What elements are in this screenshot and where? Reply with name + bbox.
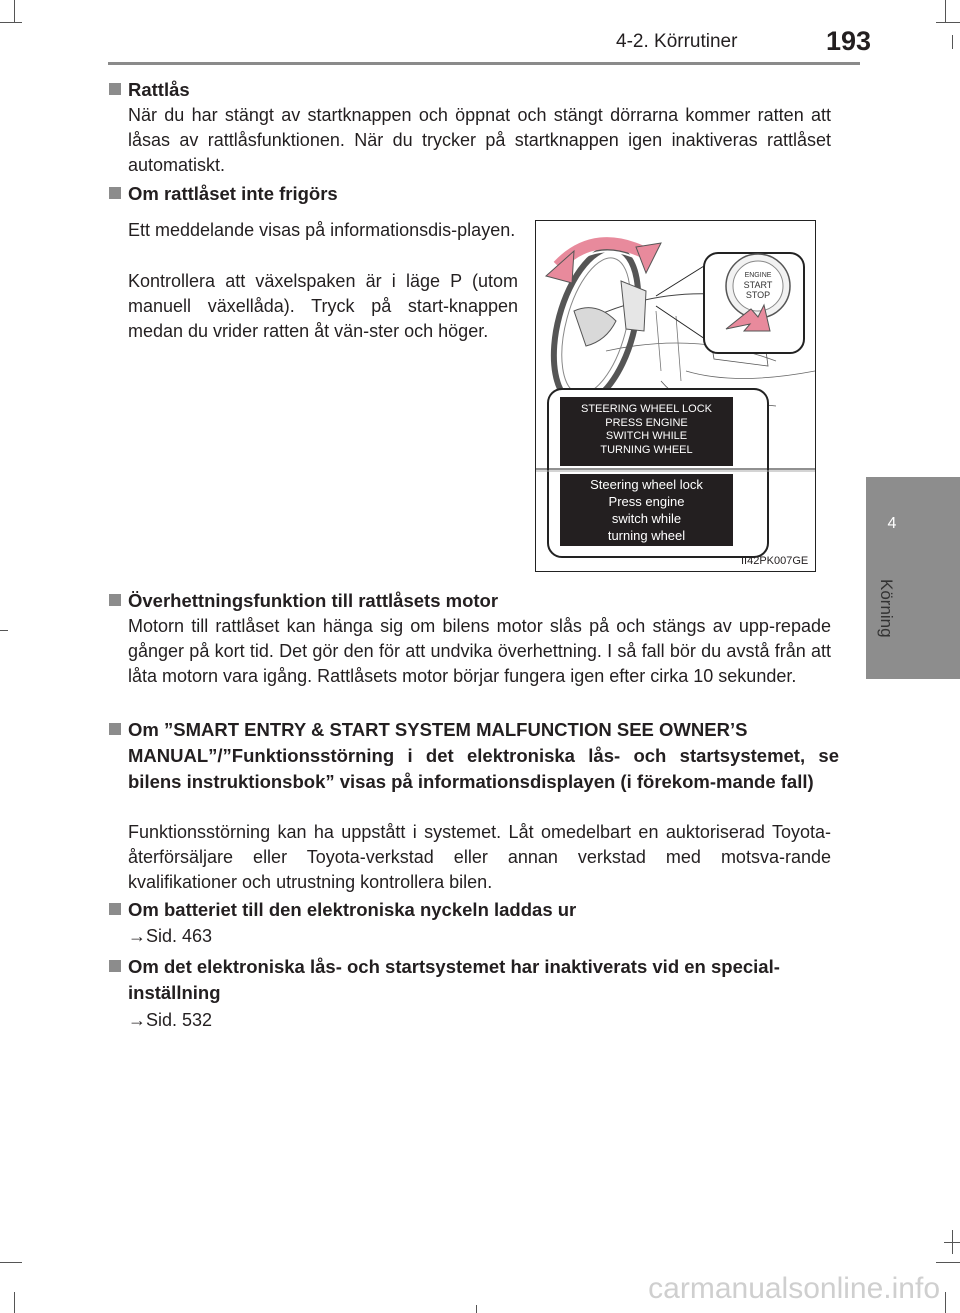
bullet-square-icon [109,83,121,95]
section-heading: Om batteriet till den elektroniska nyckeln laddas ur [109,897,576,923]
crop-mark [936,22,960,23]
section-heading: Om det elektroniska lås- och startsystemet har inaktiverats vid en special- inställning [109,954,839,1006]
page-reference-link[interactable]: →Sid. 463 [128,926,213,946]
section-body: Funktionsstörning kan ha uppstått i systemet. Låt omedelbart en auktoriserad Toyota-återförsäljare eller Toyota-verkstad eller annan verkstad med motsva-rande kvalifikationer och utrustning kontrollera bilen. [128,822,831,892]
crop-mark [945,1292,946,1313]
bullet-square-icon [109,903,121,915]
bullet-square-icon [109,594,121,606]
section-body: Ett meddelande visas på informationsdis-playen. [128,220,516,240]
svg-text:START: START [743,280,773,290]
svg-text:ENGINE: ENGINE [744,272,772,279]
crop-mark [944,1242,960,1243]
svg-text:STOP: STOP [745,290,771,300]
page-number: 193 [826,26,872,56]
chapter-number: 4 [887,515,897,532]
section-heading: Rattlås [109,77,190,103]
section-heading: Om rattlåset inte frigörs [109,181,338,207]
section-heading: Om ”SMART ENTRY & START SYSTEM MALFUNCTION SEE OWNER’S MANUAL”/”Funktionsstörning i det elektroniska lås- och startsystemet, se bilens instruktionsbok” visas på informationsdisplayen (i förekom-mande fall) [109,717,839,795]
display-message-uppercase: STEERING WHEEL LOCK PRESS ENGINE SWITCH WHILE TURNING WHEEL [560,397,733,466]
bullet-square-icon [109,187,121,199]
display-message-mixed-case: Steering wheel lock Press engine switch while turning wheel [560,474,733,546]
page-reference-link[interactable]: →Sid. 532 [128,1010,213,1030]
section-heading: Överhettningsfunktion till rattlåsets motor [109,588,498,614]
crop-mark [14,1292,15,1313]
header-rule [108,62,860,65]
crop-mark [476,1305,477,1313]
bullet-square-icon [109,960,121,972]
bullet-square-icon [109,723,121,735]
section-body: Kontrollera att växelspaken är i läge P (utom manuell växellåda). Tryck på start-knappen medan du vrider ratten åt vän-ster och höger. [128,271,518,341]
chapter-tab [866,477,960,679]
section-body: Motorn till rattlåset kan hänga sig om bilens motor slås på och stängs av upp-repade gånger på kort tid. Det gör den för att undvika överhettning. I så fall bör du avstå från att låta motorn vara igång. Rattlåsets motor börjar fungera igen efter cirka 10 sekunder. [128,616,831,686]
figure-caption: II42PK007GE [741,555,809,567]
crop-mark [14,0,15,22]
watermark: carmanualsonline.info [648,1272,940,1305]
crop-mark [0,22,22,23]
chapter-label: Körning [877,579,896,638]
crop-mark [0,1262,22,1263]
crop-mark [952,35,953,49]
crop-mark [936,1262,960,1263]
section-body: När du har stängt av startknappen och öppnat och stängt dörrarna kommer ratten att låsas av rattlåsfunktionen. När du trycker på startknappen igen inaktiveras rattlåset automatiskt. [128,105,831,175]
section-title: 4-2. Körrutiner [616,31,738,52]
crop-mark [0,630,8,631]
crop-mark [945,0,946,22]
